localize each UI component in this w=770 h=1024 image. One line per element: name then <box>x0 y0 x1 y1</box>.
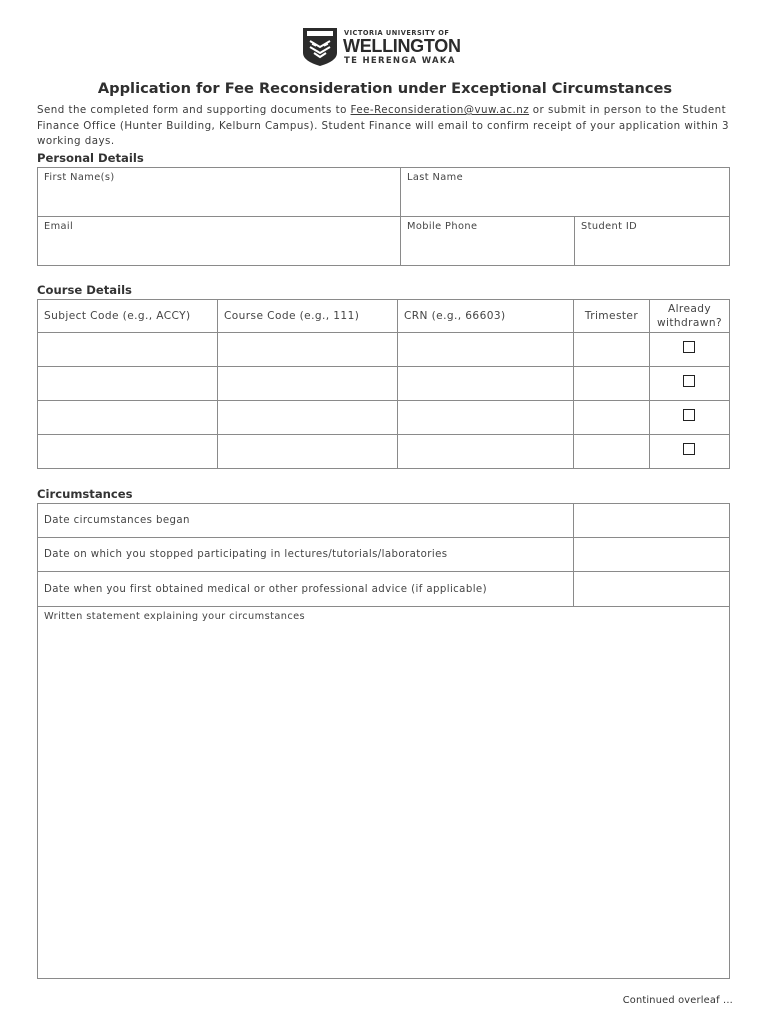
crn-input[interactable] <box>397 400 574 435</box>
page-title: Application for Fee Reconsideration under Exceptional Circumstances <box>97 80 673 97</box>
trimester-input[interactable] <box>573 366 650 401</box>
personal-details-heading: Personal Details <box>37 151 144 165</box>
first-name-label: First Name(s) <box>44 172 115 183</box>
date-advice-label: Date when you first obtained medical or other professional advice (if applicable) <box>37 571 574 607</box>
course-code-input[interactable] <box>217 400 398 435</box>
withdrawn-cell <box>649 400 730 435</box>
university-logo <box>302 27 472 69</box>
intro-text <box>37 103 737 150</box>
logo-line-3: TE HERENGA WAKA <box>344 56 456 66</box>
course-details-heading: Course Details <box>37 283 132 297</box>
date-advice-input[interactable] <box>573 571 730 607</box>
written-statement-field[interactable] <box>37 606 730 979</box>
subject-code-input[interactable] <box>37 366 218 401</box>
first-name-field[interactable] <box>37 167 401 217</box>
withdrawn-header-line2: withdrawn? <box>656 317 723 329</box>
trimester-input[interactable] <box>573 332 650 367</box>
crest-icon <box>302 27 338 67</box>
withdrawn-cell <box>649 366 730 401</box>
subject-code-input[interactable] <box>37 434 218 469</box>
trimester-input[interactable] <box>573 400 650 435</box>
email-label: Email <box>44 221 74 232</box>
continued-overleaf: Continued overleaf ... <box>622 995 733 1006</box>
subject-code-input[interactable] <box>37 332 218 367</box>
logo-line-2: WELLINGTON <box>343 36 461 56</box>
trimester-input[interactable] <box>573 434 650 469</box>
crn-header: CRN (e.g., 66603) <box>397 299 574 333</box>
course-code-input[interactable] <box>217 332 398 367</box>
written-statement-label: Written statement explaining your circumstances <box>44 611 306 622</box>
trimester-header: Trimester <box>573 299 650 333</box>
withdrawn-cell <box>649 434 730 469</box>
crn-input[interactable] <box>397 332 574 367</box>
withdrawn-cell <box>649 332 730 367</box>
date-began-label: Date circumstances began <box>37 503 574 538</box>
circumstances-heading: Circumstances <box>37 487 133 501</box>
email-link[interactable]: Fee-Reconsideration@vuw.ac.nz <box>350 104 530 116</box>
intro-after-email: or submit in person to the Student Finance Office (Hunter Building, Kelburn Campus). Student Finance will email to confirm receipt of your application within 3 working days. <box>37 104 729 148</box>
course-code-header: Course Code (e.g., 111) <box>217 299 398 333</box>
last-name-label: Last Name <box>407 172 464 183</box>
withdrawn-header-line1: Already <box>667 303 712 315</box>
student-id-field[interactable] <box>574 216 730 266</box>
course-code-input[interactable] <box>217 366 398 401</box>
course-code-input[interactable] <box>217 434 398 469</box>
logo-line-1: VICTORIA UNIVERSITY OF <box>344 29 450 37</box>
intro-before-email: Send the completed form and supporting documents to <box>37 104 351 116</box>
crn-input[interactable] <box>397 434 574 469</box>
subject-code-header: Subject Code (e.g., ACCY) <box>37 299 218 333</box>
withdrawn-checkbox[interactable] <box>683 375 695 387</box>
mobile-phone-field[interactable] <box>400 216 575 266</box>
withdrawn-checkbox[interactable] <box>683 409 695 421</box>
email-field[interactable] <box>37 216 401 266</box>
crn-input[interactable] <box>397 366 574 401</box>
last-name-field[interactable] <box>400 167 730 217</box>
withdrawn-checkbox[interactable] <box>683 341 695 353</box>
mobile-phone-label: Mobile Phone <box>407 221 478 232</box>
subject-code-input[interactable] <box>37 400 218 435</box>
withdrawn-checkbox[interactable] <box>683 443 695 455</box>
withdrawn-header <box>649 299 730 333</box>
date-stopped-input[interactable] <box>573 537 730 572</box>
date-stopped-label: Date on which you stopped participating in lectures/tutorials/laboratories <box>37 537 574 572</box>
student-id-label: Student ID <box>581 221 638 232</box>
date-began-input[interactable] <box>573 503 730 538</box>
